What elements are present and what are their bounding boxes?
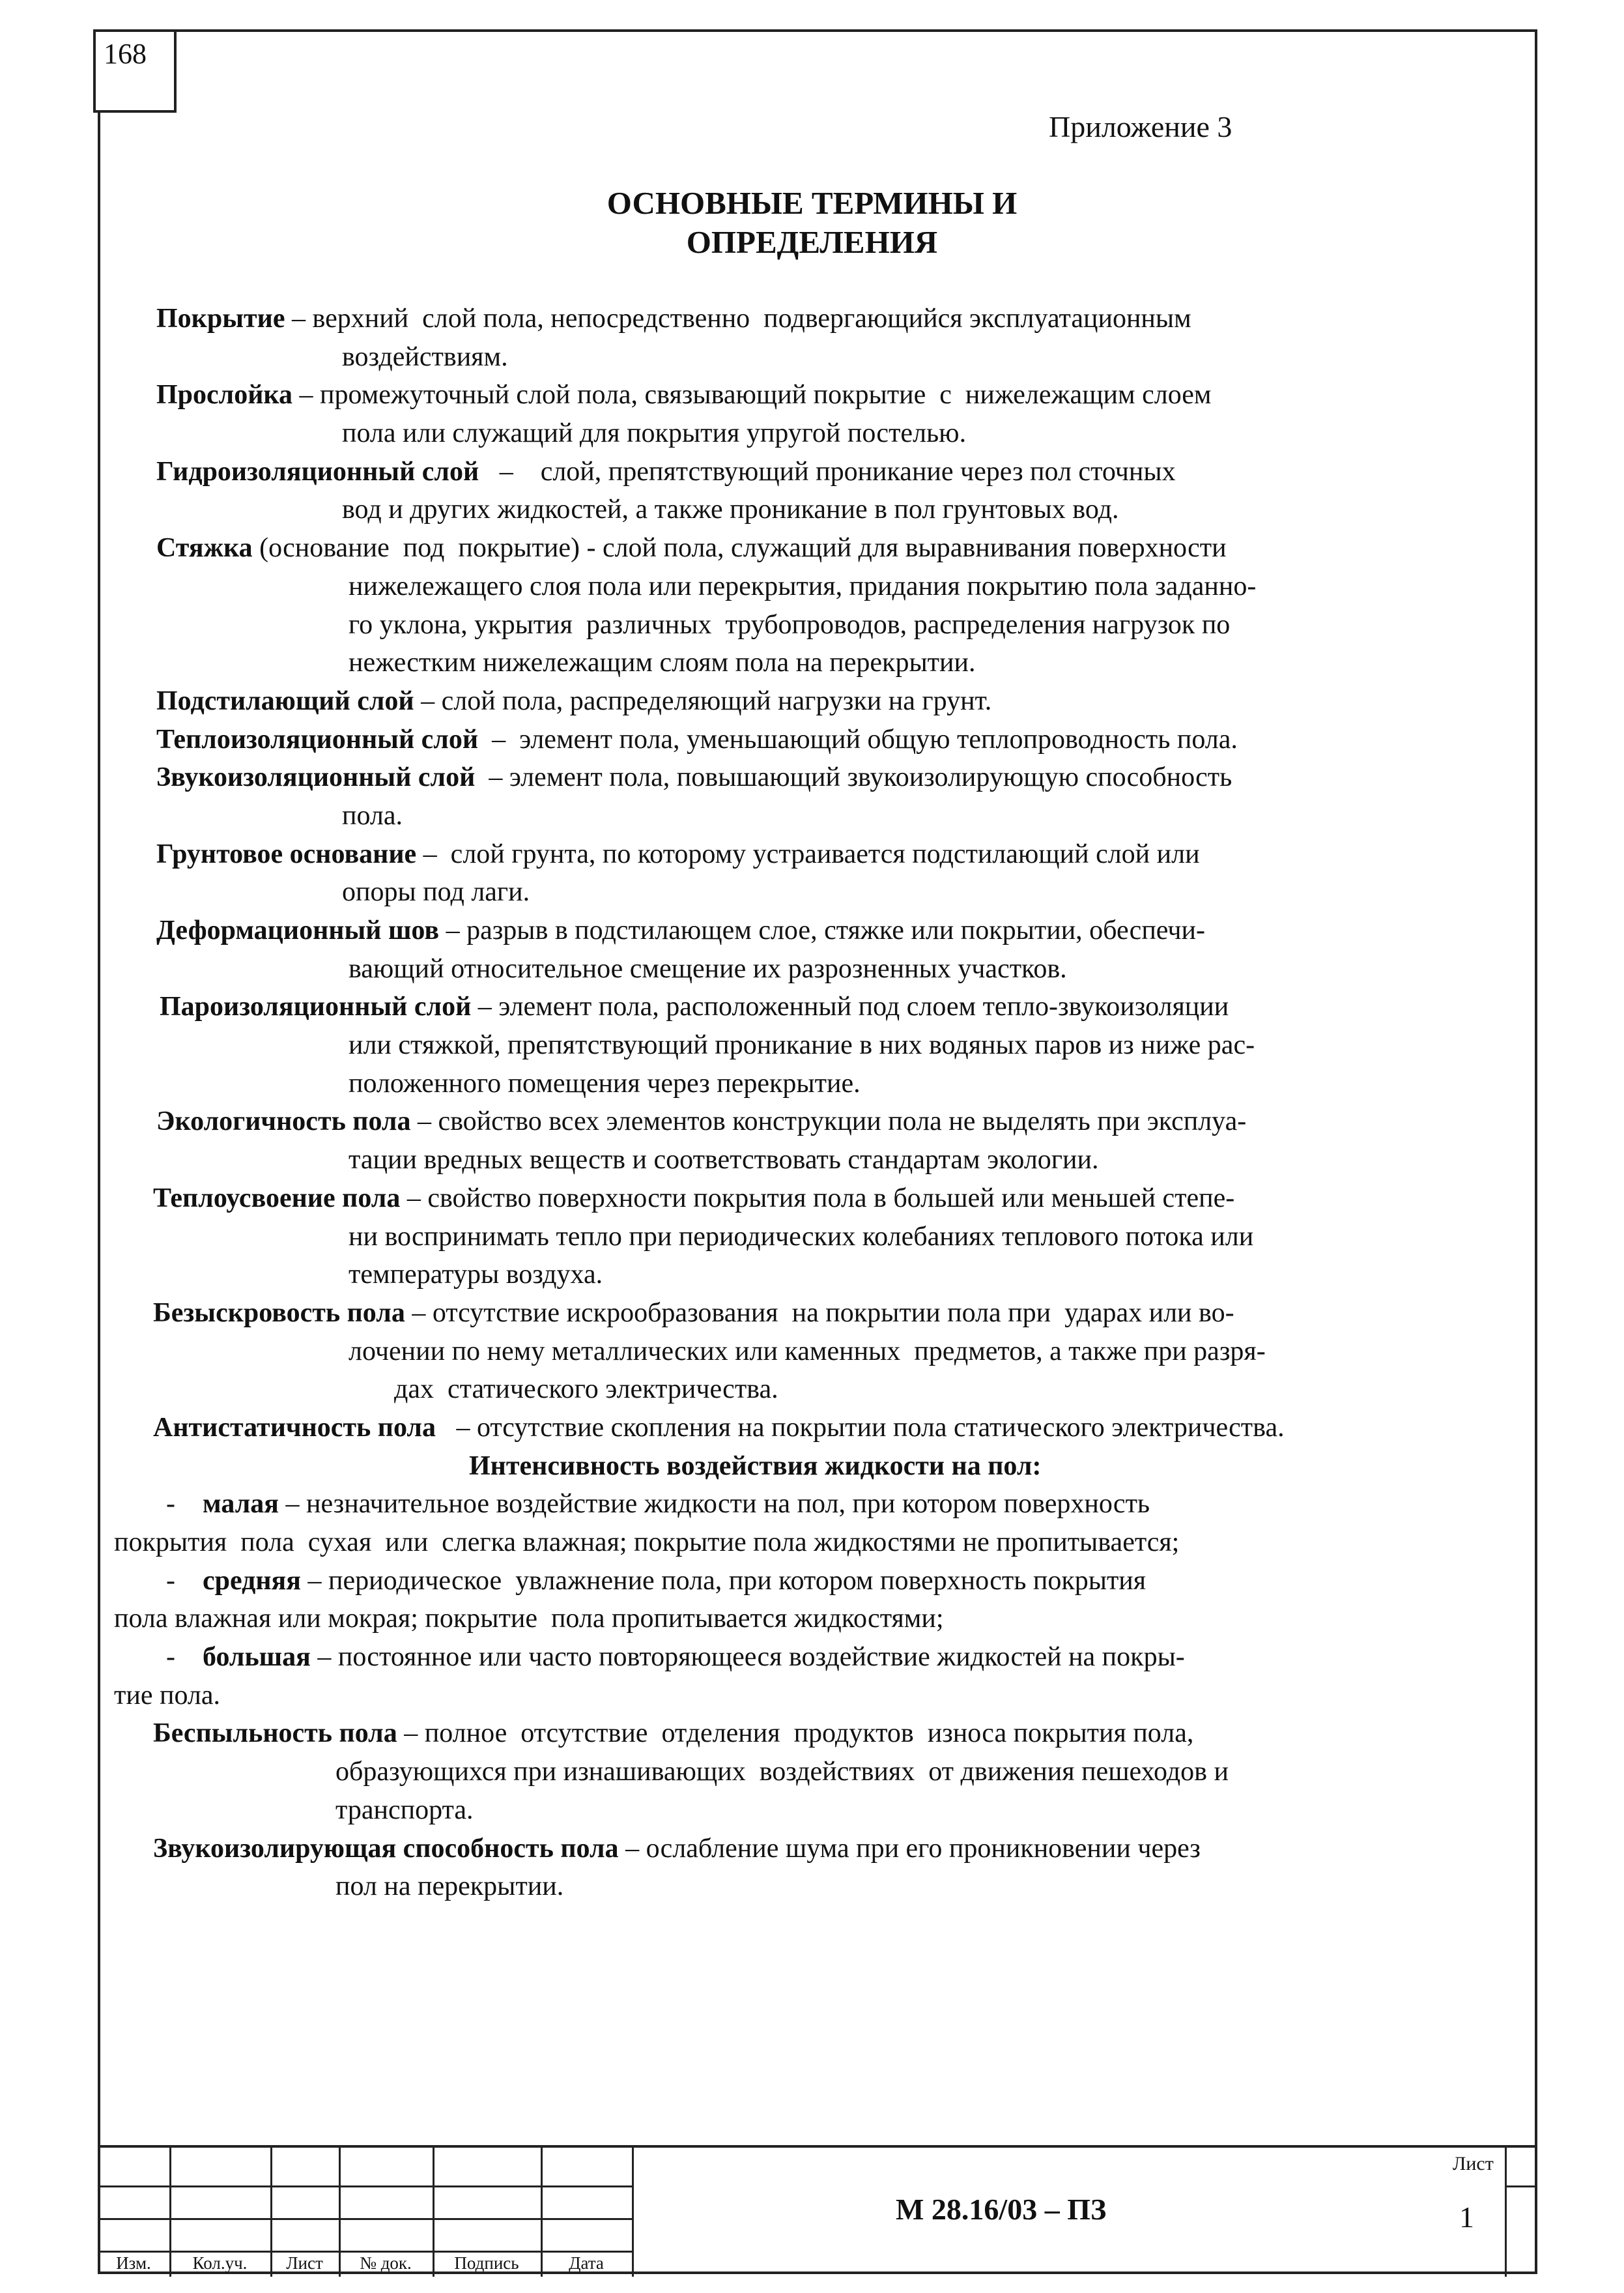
term: Деформационный шов xyxy=(156,916,440,945)
definition-line xyxy=(114,1638,1521,1677)
stamp-header: № док. xyxy=(360,2253,412,2273)
title-line: ОСНОВНЫЕ ТЕРМИНЫ И xyxy=(606,185,1018,221)
definition-text: – незначительное воздействие жидкости на пол, при котором поверхность xyxy=(278,1489,1150,1520)
definition-text: – элемент пола, повышающий звукоизолирующую способность xyxy=(475,762,1232,793)
definition-line xyxy=(114,1409,1521,1447)
definition-text: – полное отсутствие отделения продуктов износа покрытия пола, xyxy=(397,1718,1194,1749)
stamp-header: Дата xyxy=(569,2253,604,2273)
definition-line xyxy=(114,1714,1521,1753)
stamp-header: Кол.уч. xyxy=(192,2253,248,2273)
definition-text: вающий относительное смещение их разрозненных участков. xyxy=(349,953,1067,984)
definition-text: – свойство всех элементов конструкции пола не выделять при эксплуа- xyxy=(410,1106,1247,1137)
definition-line xyxy=(114,797,1521,835)
term: Интенсивность воздействия жидкости на пол: xyxy=(469,1450,1042,1481)
definition-line xyxy=(114,529,1521,568)
definition-text: – свойство поверхности покрытия пола в большей или меньшей степе- xyxy=(400,1183,1235,1213)
title-block xyxy=(98,2145,1537,2277)
definition-line xyxy=(114,1026,1521,1065)
definition-text: транспорта. xyxy=(335,1795,474,1825)
definition-text: (основание под покрытие) - слой пола, служащий для выравнивания поверхности xyxy=(252,533,1227,564)
definition-text: - xyxy=(166,1565,203,1596)
sheet-label: Лист xyxy=(1453,2153,1494,2174)
definition-line xyxy=(114,1485,1521,1523)
definition-line xyxy=(114,1103,1521,1141)
stamp-header: Лист xyxy=(286,2253,323,2273)
term: Теплоизоляционный слой xyxy=(156,724,479,755)
definition-line xyxy=(114,1677,1521,1715)
definition-text: опоры под лаги. xyxy=(342,877,530,908)
definition-text: - xyxy=(166,1642,203,1673)
definition-line xyxy=(114,491,1521,529)
appendix-label: Приложение 3 xyxy=(1049,110,1232,143)
definition-text: нижележащего слоя пола или перекрытия, придания покрытию пола заданно- xyxy=(349,571,1257,601)
definition-line xyxy=(114,873,1521,912)
definition-line xyxy=(114,300,1521,338)
definition-line xyxy=(114,1218,1521,1256)
definition-text: пола или служащий для покрытия упругой постелью. xyxy=(342,418,967,449)
definition-text: – элемент пола, уменьшающий общую теплопроводность пола. xyxy=(478,724,1238,755)
definition-line xyxy=(114,1447,1521,1486)
definition-line xyxy=(114,1370,1521,1409)
definition-text: дах статического электричества. xyxy=(394,1374,778,1405)
definition-line xyxy=(114,1065,1521,1103)
definition-text: лочении по нему металлических или каменных предметов, а также при разря- xyxy=(349,1336,1266,1366)
term: Беспыльность пола xyxy=(153,1718,397,1749)
definition-text: нежестким нижележащим слоям пола на перекрытии. xyxy=(349,648,976,678)
sheet-number: 1 xyxy=(1459,2200,1474,2234)
definition-line xyxy=(114,1294,1521,1333)
definition-text: покрытия пола сухая или слегка влажная; покрытие пола жидкостями не пропитывается; xyxy=(114,1527,1180,1557)
definition-text: пола влажная или мокрая; покрытие пола пропитывается жидкостями; xyxy=(114,1604,944,1634)
term: Прослойка xyxy=(156,380,292,411)
definition-line xyxy=(114,950,1521,988)
term: Экологичность пола xyxy=(156,1106,411,1137)
definition-line xyxy=(114,721,1521,759)
term: Антистатичность пола xyxy=(153,1412,436,1443)
definition-text: го уклона, укрытия различных трубопроводов, распределения нагрузок по xyxy=(349,609,1231,640)
definition-text: воздействиям. xyxy=(342,341,508,372)
definition-line xyxy=(114,644,1521,682)
definition-line xyxy=(114,414,1521,453)
intensity-level: большая xyxy=(203,1642,311,1673)
stamp-header: Изм. xyxy=(116,2253,151,2273)
term: Звукоизоляционный слой xyxy=(156,762,476,793)
term: Пароизоляционный слой xyxy=(160,992,472,1022)
term: Покрытие xyxy=(156,304,285,334)
definition-text: – промежуточный слой пола, связывающий покрытие с нижележащим слоем xyxy=(292,380,1212,411)
intensity-level: малая xyxy=(203,1489,279,1520)
definition-text: – разрыв в подстилающем слое, стяжке или покрытии, обеспечи- xyxy=(439,916,1205,945)
definition-text: положенного помещения через перекрытие. xyxy=(349,1068,861,1099)
definition-line xyxy=(114,1830,1521,1868)
term: Теплоусвоение пола xyxy=(153,1183,401,1213)
definition-line xyxy=(114,1791,1521,1830)
stamp-header: Подпись xyxy=(454,2253,519,2273)
definition-line xyxy=(114,835,1521,874)
definition-text: - xyxy=(166,1489,203,1520)
definition-line xyxy=(114,1179,1521,1218)
document-code: М 28.16/03 – ПЗ xyxy=(896,2193,1107,2226)
definition-line xyxy=(114,682,1521,721)
definition-line xyxy=(114,1868,1521,1906)
definition-line xyxy=(114,912,1521,950)
definitions-list xyxy=(114,300,1521,1906)
definition-text: пола. xyxy=(342,800,403,831)
definition-text: тие пола. xyxy=(114,1680,220,1710)
definition-text: – отсутствие скопления на покрытии пола статического электричества. xyxy=(435,1412,1285,1443)
definition-text: ни воспринимать тепло при периодических колебаниях теплового потока или xyxy=(349,1221,1254,1252)
definition-line xyxy=(114,1753,1521,1791)
definition-text: – периодическое увлажнение пола, при котором поверхность покрытия xyxy=(300,1565,1147,1596)
page-number: 168 xyxy=(93,29,177,113)
definition-line xyxy=(114,1333,1521,1371)
definition-text: или стяжкой, препятствующий проникание в них водяных паров из ниже рас- xyxy=(349,1030,1255,1061)
definition-text: – отсутствие искрообразования на покрытии пола при ударах или во- xyxy=(405,1297,1234,1328)
term: Подстилающий слой xyxy=(156,685,414,716)
definition-text: – элемент пола, расположенный под слоем тепло-звукоизоляции xyxy=(471,992,1229,1022)
definition-text: – слой грунта, по которому устраивается подстилающий слой или xyxy=(416,839,1200,869)
definition-line xyxy=(114,758,1521,797)
term: Звукоизолирующая способность пола xyxy=(153,1833,619,1864)
definition-line xyxy=(114,1256,1521,1294)
definition-line xyxy=(114,376,1521,414)
intensity-level: средняя xyxy=(203,1565,301,1596)
definition-line xyxy=(114,606,1521,644)
definition-text: образующихся при изнашивающих воздействиях от движения пешеходов и xyxy=(335,1757,1229,1787)
term: Стяжка xyxy=(156,533,253,564)
definition-line xyxy=(114,338,1521,377)
definition-line xyxy=(114,1600,1521,1638)
definition-line xyxy=(114,1141,1521,1179)
definition-line xyxy=(114,1523,1521,1562)
definition-line xyxy=(114,1562,1521,1600)
definition-line xyxy=(114,568,1521,606)
definition-line xyxy=(114,453,1521,491)
title-line: ОПРЕДЕЛЕНИЯ xyxy=(686,224,938,260)
revision-grid xyxy=(98,2148,633,2277)
definition-text: – постоянное или часто повторяющееся воздействие жидкостей на покры- xyxy=(310,1642,1185,1673)
term: Безыскровость пола xyxy=(153,1297,405,1328)
definition-line xyxy=(114,988,1521,1026)
page-title xyxy=(0,184,1624,262)
definition-text: температуры воздуха. xyxy=(349,1260,603,1290)
definition-text: тации вредных веществ и соответствовать стандартам экологии. xyxy=(349,1145,1099,1175)
definition-text: – слой, препятствующий проникание через пол сточных xyxy=(479,456,1176,487)
definition-text: – верхний слой пола, непосредственно подвергающийся эксплуатационным xyxy=(285,304,1191,334)
definition-text: – слой пола, распределяющий нагрузки на грунт. xyxy=(414,685,992,716)
term: Грунтовое основание xyxy=(156,839,417,869)
term: Гидроизоляционный слой xyxy=(156,456,479,487)
definition-text: вод и других жидкостей, а также проникание в пол грунтовых вод. xyxy=(342,495,1119,525)
definition-text: – ослабление шума при его проникновении через xyxy=(618,1833,1201,1864)
definition-text: пол на перекрытии. xyxy=(335,1871,564,1902)
